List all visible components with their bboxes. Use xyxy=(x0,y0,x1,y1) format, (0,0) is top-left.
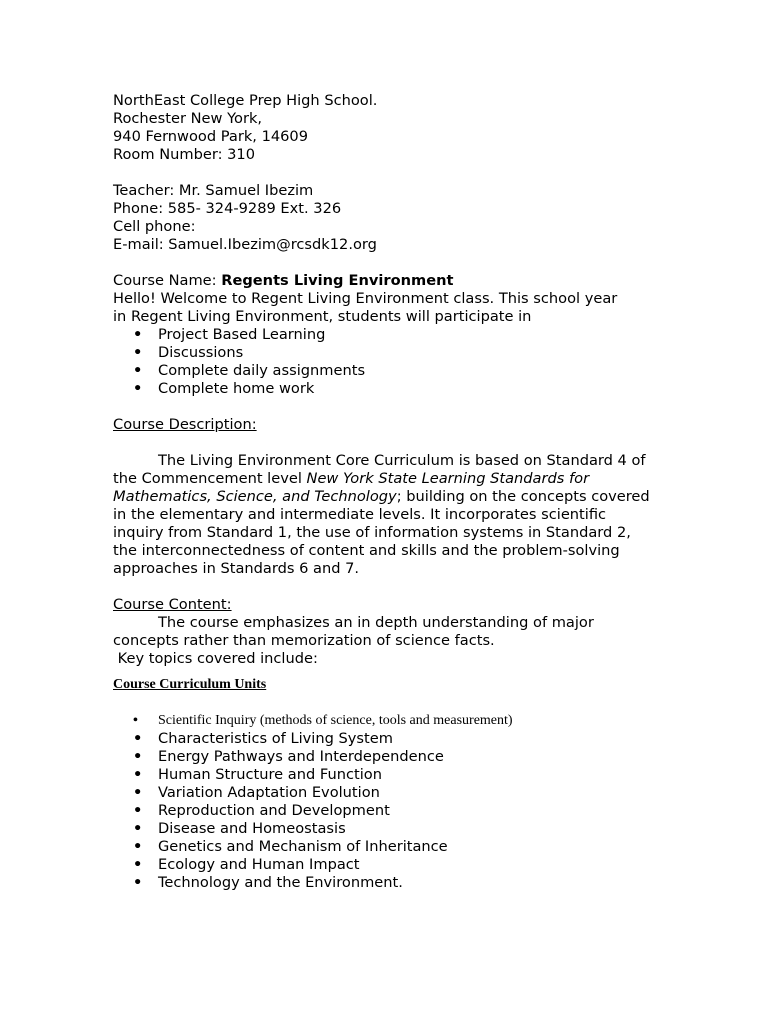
list-item: • Discussions xyxy=(113,344,658,362)
course-name-value: Regents Living Environment xyxy=(221,272,454,289)
list-item: • Reproduction and Development xyxy=(113,802,658,820)
course-description-heading: Course Description: xyxy=(113,416,257,433)
description-text-1: The Living Environment Core Curriculum is based on Standard 4 of the Commencement level xyxy=(113,452,646,487)
curriculum-units-heading: Course Curriculum Units xyxy=(113,677,267,692)
course-content-heading: Course Content: xyxy=(113,596,232,613)
list-item: • Complete daily assignments xyxy=(113,362,658,380)
list-item: • Energy Pathways and Interdependence xyxy=(113,748,658,766)
course-content xyxy=(113,596,658,668)
unit-list xyxy=(113,712,658,892)
list-item: • Genetics and Mechanism of Inheritance xyxy=(113,838,658,856)
welcome-line-1: Hello! Welcome to Regent Living Environment class. This school year xyxy=(113,290,618,307)
school-name: NorthEast College Prep High School. xyxy=(113,92,378,109)
course-description-text xyxy=(113,452,658,578)
list-item: • Disease and Homeostasis xyxy=(113,820,658,838)
activity-list xyxy=(113,326,658,398)
description-text-2: ; building on the concepts covered in the elementary and intermediate levels. It incorporates scientific inquiry from Standard 1, the use of information systems in Standard 2, the interconnectedness of content and skills and the problem-solving approaches in Standards 6 and 7. xyxy=(113,488,650,577)
content-line-1-text: The course emphasizes an in depth understanding of major xyxy=(158,614,594,631)
list-item: • Ecology and Human Impact xyxy=(113,856,658,874)
list-item: • Complete home work xyxy=(113,380,658,398)
content-line-2: concepts rather than memorization of science facts. xyxy=(113,632,495,649)
list-item: • Human Structure and Function xyxy=(113,766,658,784)
list-item: • Technology and the Environment. xyxy=(113,874,658,892)
curriculum-units xyxy=(113,676,658,892)
course-description xyxy=(113,416,658,578)
list-item: • Characteristics of Living System xyxy=(113,730,658,748)
content-line-1 xyxy=(113,614,658,632)
school-address: 940 Fernwood Park, 14609 xyxy=(113,128,308,145)
course-intro xyxy=(113,272,658,398)
email-address: E-mail: Samuel.Ibezim@rcsdk12.org xyxy=(113,236,377,253)
phone-number: Phone: 585- 324-9289 Ext. 326 xyxy=(113,200,342,217)
list-item: • Project Based Learning xyxy=(113,326,658,344)
description-standards-title: New York State Learning Standards for Mathematics, Science, and Technology xyxy=(113,470,590,505)
cell-phone: Cell phone: xyxy=(113,218,196,235)
room-number: Room Number: 310 xyxy=(113,146,255,163)
course-name-label: Course Name: xyxy=(113,272,222,289)
document-page xyxy=(113,92,658,892)
content-line-3: Key topics covered include: xyxy=(113,650,318,667)
list-item: • Scientific Inquiry (methods of science, tools and measurement) xyxy=(113,712,658,730)
course-name xyxy=(113,272,658,290)
school-city: Rochester New York, xyxy=(113,110,263,127)
contact-info xyxy=(113,182,658,254)
school-info xyxy=(113,92,658,164)
list-item: • Variation Adaptation Evolution xyxy=(113,784,658,802)
teacher-name: Teacher: Mr. Samuel Ibezim xyxy=(113,182,314,199)
welcome-line-2: in Regent Living Environment, students will participate in xyxy=(113,308,532,325)
